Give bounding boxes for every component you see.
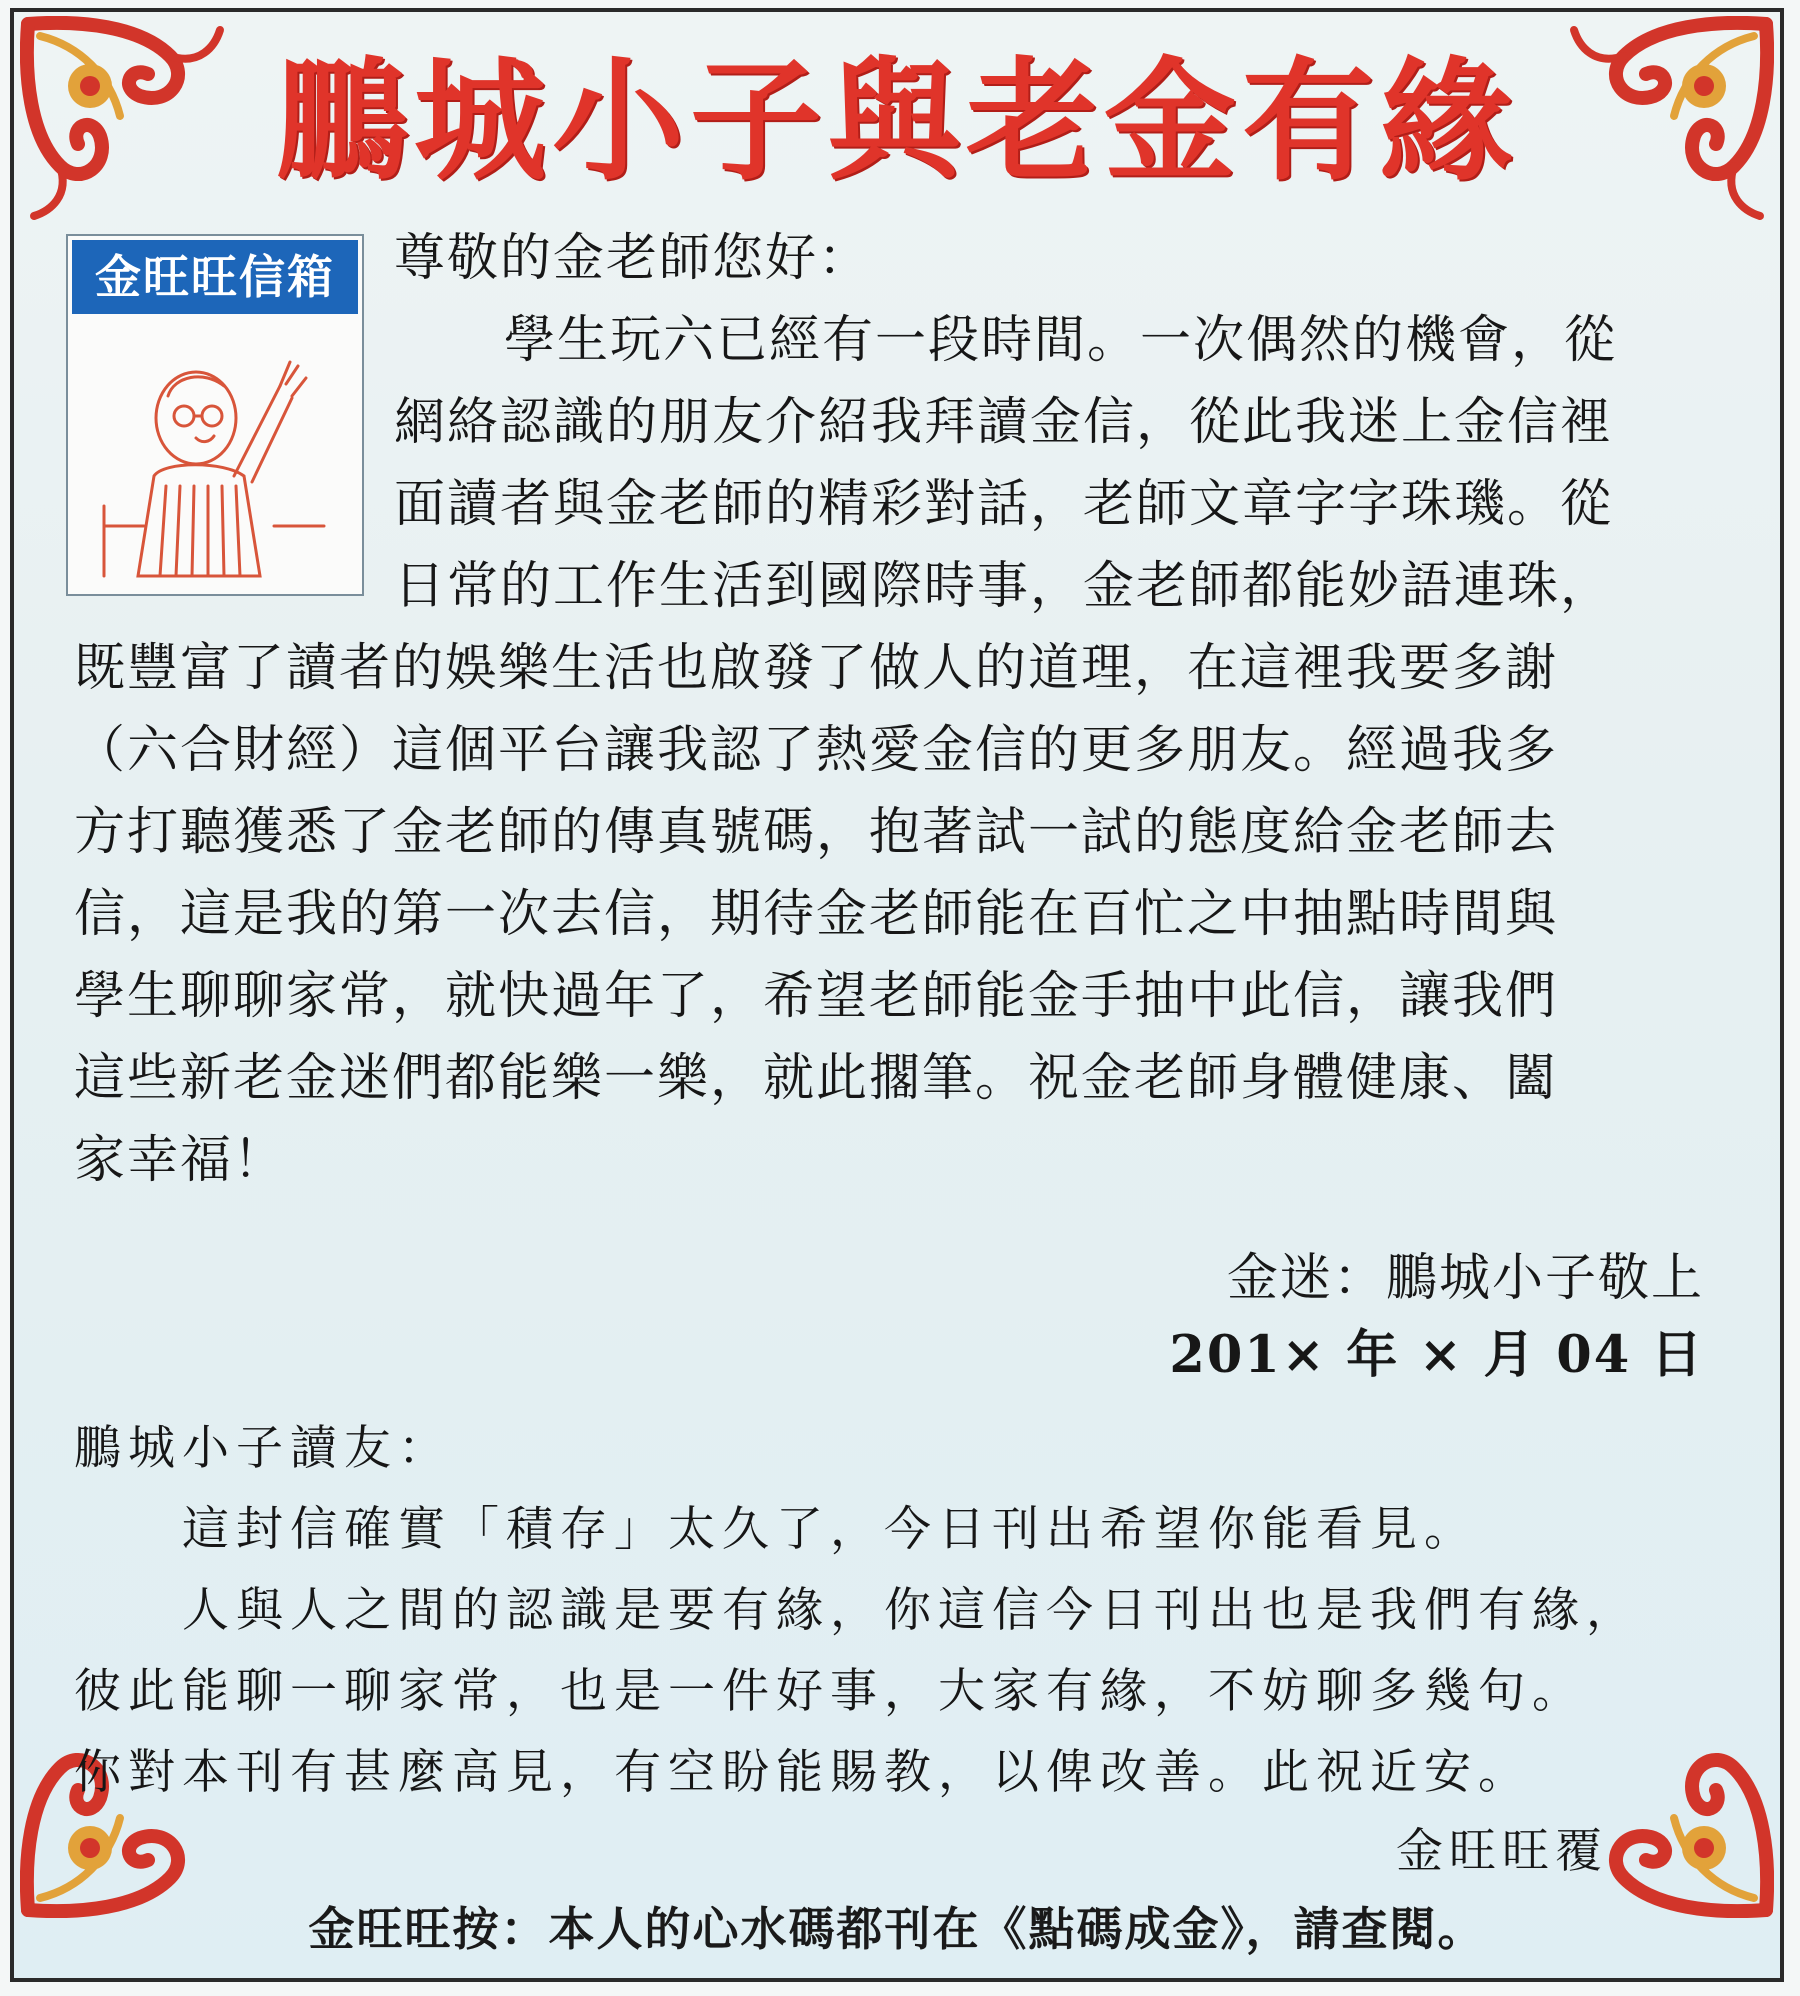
letter-page (10, 8, 1784, 1982)
page-title: 鵬城小子與老金有緣 (276, 45, 1518, 199)
reply-line: 你對本刊有甚麼高見，有空盼能賜教，以俾改善。此祝近安。 (74, 1745, 1532, 1800)
letter-line: 既豐富了讀者的娛樂生活也啟發了做人的道理，在這裡我要多謝 (74, 639, 1559, 698)
reply-line: 人與人之間的認識是要有緣，你這信今日刊出也是我們有緣， (182, 1583, 1640, 1638)
letter-line: 網絡認識的朋友介紹我拜讀金信，從此我迷上金信裡 (394, 393, 1614, 452)
letter-body (74, 218, 1734, 1202)
letter-line: 日常的工作生活到國際時事，金老師都能妙語連珠， (394, 557, 1614, 616)
letter-line: 學生聊聊家常，就快過年了，希望老師能金手抽中此信，讓我們 (74, 967, 1559, 1026)
reply-salutation: 鵬城小子讀友： (74, 1421, 452, 1476)
letter-line: 家幸福！ (74, 1131, 287, 1190)
reply-line: 彼此能聊一聊家常，也是一件好事，大家有緣，不妨聊多幾句。 (74, 1664, 1586, 1719)
letter-line: 學生玩六已經有一段時間。一次偶然的機會，從 (504, 311, 1618, 370)
letter-line: 信，這是我的第一次去信，期待金老師能在百忙之中抽點時間與 (74, 885, 1559, 944)
letter-date: 201× 年 × 月 04 日 (1169, 1325, 1704, 1385)
mailbox-label: 金旺旺信箱 (72, 240, 358, 314)
reply-body (74, 1408, 1734, 1813)
letter-line: 這些新老金迷們都能樂一樂，就此擱筆。祝金老師身體健康、闔 (74, 1049, 1559, 1108)
footer-note: 金旺旺按：本人的心水碼都刊在《點碼成金》，請查閱。 (308, 1902, 1486, 1956)
letter-line: 面讀者與金老師的精彩對話，老師文章字字珠璣。從 (394, 475, 1614, 534)
letter-line: （六合財經）這個平台讓我認了熱愛金信的更多朋友。經過我多 (74, 721, 1559, 780)
reply-signature: 金旺旺覆 (1396, 1824, 1608, 1879)
letter-signature: 金迷：鵬城小子敬上 (1226, 1249, 1704, 1308)
letter-salutation: 尊敬的金老師您好： (394, 229, 872, 288)
reply-line: 這封信確實「積存」太久了，今日刊出希望你能看見。 (182, 1502, 1478, 1557)
letter-line: 方打聽獲悉了金老師的傳真號碼，抱著試一試的態度給金老師去 (74, 803, 1559, 862)
